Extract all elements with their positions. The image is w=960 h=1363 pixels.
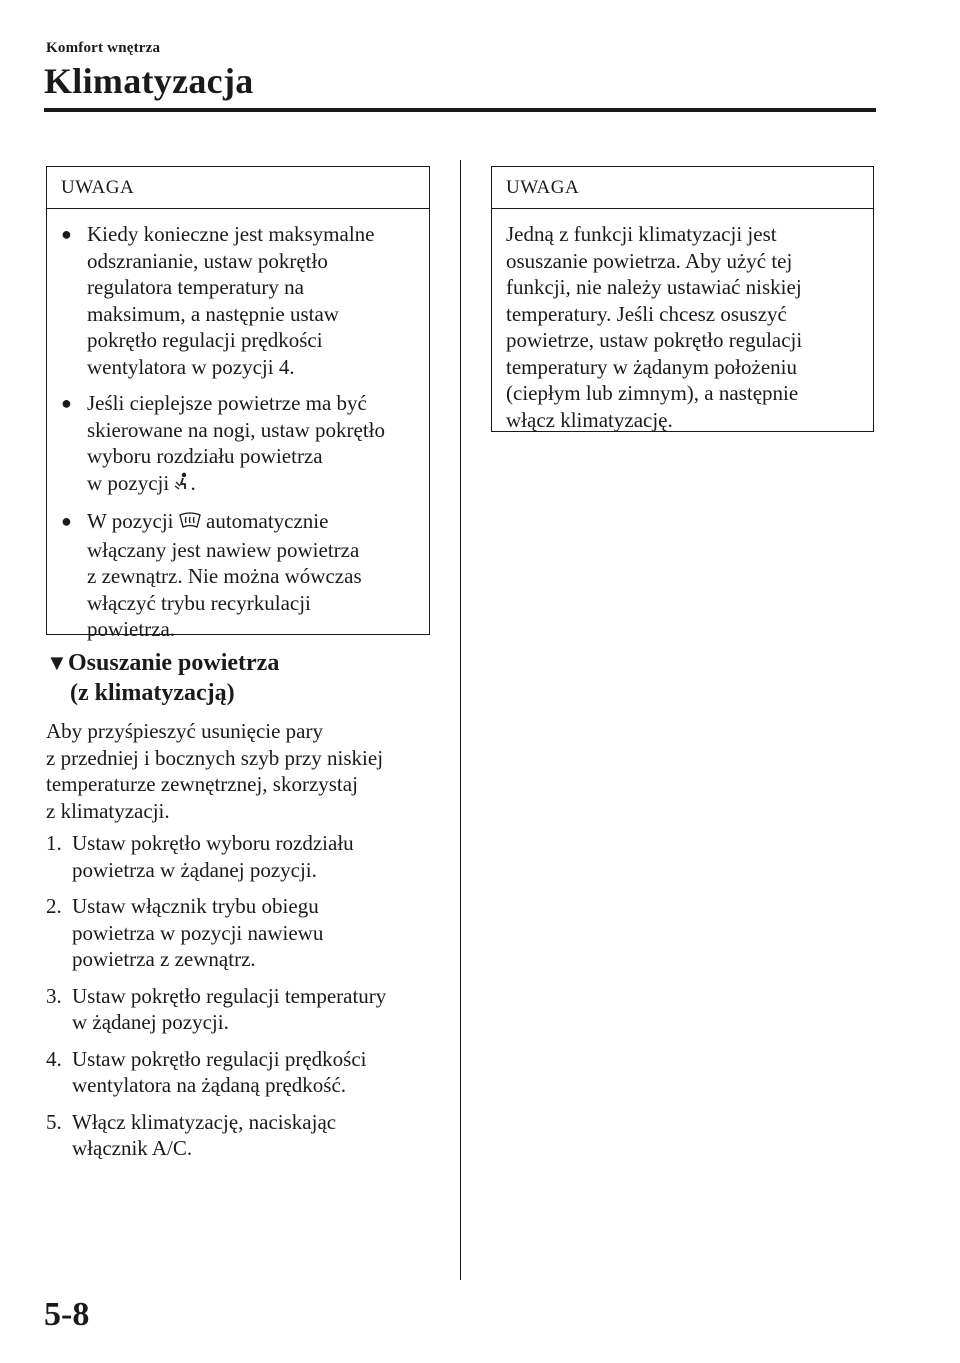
step-number: 4. — [46, 1046, 62, 1071]
step-line: Ustaw pokrętło regulacji temperatury — [72, 983, 387, 1008]
section-label: Komfort wnętrza — [46, 40, 161, 56]
note-text: W pozycji — [87, 509, 174, 533]
list-item — [46, 1046, 446, 1099]
step-line: w żądanej pozycji. — [72, 1010, 229, 1034]
list-item — [46, 830, 446, 883]
note-line: (ciepłym lub zimnym), a następnie — [506, 381, 799, 405]
note-line: skierowane na nogi, ustaw pokrętło — [87, 417, 386, 442]
steps-list — [46, 830, 446, 1172]
step-number: 3. — [46, 983, 62, 1008]
intro-paragraph — [46, 718, 446, 824]
paragraph-line: z przedniej i bocznych szyb przy niskiej — [46, 745, 384, 770]
bullet-icon: ● — [61, 511, 72, 531]
note-text: . — [190, 470, 196, 495]
list-item — [46, 1109, 446, 1162]
note-line: wentylatora w pozycji 4. — [87, 354, 295, 379]
step-line: powietrza z zewnątrz. — [72, 947, 256, 971]
step-line: włącznik A/C. — [72, 1136, 193, 1160]
note-line: maksimum, a następnie ustaw — [87, 301, 339, 326]
title-rule — [44, 108, 876, 112]
windshield-defrost-icon — [179, 510, 201, 537]
note-line: włączyć trybu recyrkulacji — [87, 590, 311, 615]
note-line-with-icon — [87, 508, 415, 537]
note-line: wyboru rozdziału powietrza — [87, 444, 323, 468]
note-line: pokrętło regulacji prędkości — [87, 328, 323, 352]
note-line: Kiedy konieczne jest maksymalne — [87, 222, 375, 246]
list-item — [46, 983, 446, 1036]
step-line: powietrza w żądanej pozycji. — [72, 857, 317, 882]
note-line: funkcji, nie należy ustawiać niskiej — [506, 275, 802, 299]
section-heading-line: (z klimatyzacją) — [70, 680, 235, 706]
note-line: Jeśli cieplejsze powietrze ma być — [87, 391, 367, 415]
note-bullet-item — [61, 221, 415, 380]
section-heading — [46, 648, 446, 708]
section-heading-line: Osuszanie powietrza — [68, 650, 280, 676]
note-line: temperatury. Jeśli chcesz osuszyć — [506, 301, 787, 326]
note-bullet-item — [61, 390, 415, 498]
bullet-icon: ● — [61, 224, 72, 244]
note-line: Jedną z funkcji klimatyzacji jest — [506, 222, 777, 246]
feet-airflow-icon — [174, 472, 190, 499]
note-line: odszranianie, ustaw pokrętło — [87, 248, 328, 273]
page-number: 5-8 — [44, 1296, 90, 1333]
paragraph-line: z klimatyzacji. — [46, 798, 170, 823]
triangle-down-icon: ▼ — [46, 650, 68, 675]
note-body — [492, 209, 873, 443]
note-line: regulatora temperatury na — [87, 275, 304, 299]
step-line: Ustaw pokrętło wyboru rozdziału — [72, 831, 354, 855]
note-line: osuszanie powietrza. Aby użyć tej — [506, 248, 793, 273]
note-line: z zewnątrz. Nie można wówczas — [87, 564, 362, 588]
note-box-left — [46, 166, 430, 641]
column-divider — [460, 160, 461, 1280]
paragraph-line: Aby przyśpieszyć usunięcie pary — [46, 719, 323, 743]
paragraph-line: temperaturze zewnętrznej, skorzystaj — [46, 772, 358, 796]
step-number: 2. — [46, 894, 62, 918]
note-heading: UWAGA — [47, 167, 429, 209]
step-line: wentylatora na żądaną prędkość. — [72, 1073, 347, 1097]
note-line: powietrza. — [87, 617, 176, 641]
note-text: w pozycji — [87, 470, 170, 495]
note-line: włączany jest nawiew powietrza — [87, 537, 360, 562]
note-text: automatycznie — [206, 509, 329, 533]
note-line: włącz klimatyzację. — [506, 407, 673, 432]
note-box-right — [491, 166, 874, 432]
note-line: powietrze, ustaw pokrętło regulacji — [506, 328, 803, 352]
note-heading: UWAGA — [492, 167, 873, 209]
note-bullet-item — [61, 508, 415, 643]
step-line: Ustaw włącznik trybu obiegu — [72, 894, 319, 918]
note-line-with-icon — [87, 470, 415, 499]
step-number: 5. — [46, 1109, 62, 1134]
step-number: 1. — [46, 831, 62, 855]
page-title: Klimatyzacja — [44, 61, 254, 101]
step-line: Ustaw pokrętło regulacji prędkości — [72, 1046, 367, 1071]
bullet-icon: ● — [61, 393, 72, 413]
list-item — [46, 893, 446, 973]
step-line: Włącz klimatyzację, naciskając — [72, 1109, 337, 1134]
note-line: temperatury w żądanym położeniu — [506, 354, 797, 379]
note-body — [47, 209, 429, 653]
step-line: powietrza w pozycji nawiewu — [72, 920, 324, 945]
